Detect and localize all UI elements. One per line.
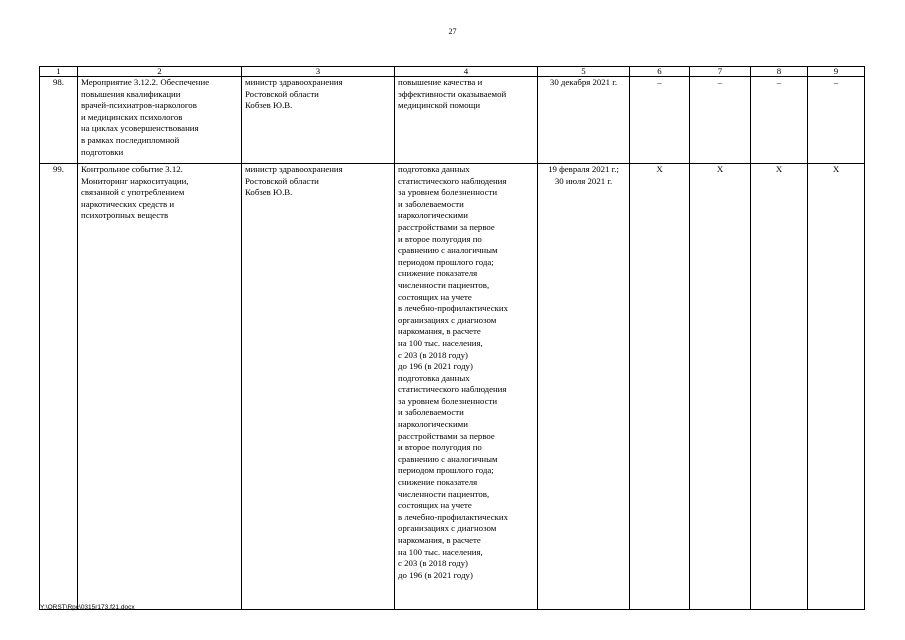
status-cell: – bbox=[690, 77, 751, 164]
date-cell: 30 декабря 2021 г. bbox=[538, 77, 630, 164]
status-cell: – bbox=[751, 77, 808, 164]
date-cell: 19 февраля 2021 г.; 30 июля 2021 г. bbox=[538, 164, 630, 610]
column-number: 3 bbox=[242, 67, 395, 77]
table-row bbox=[40, 164, 865, 610]
plan-table bbox=[39, 66, 865, 610]
status-cell: Х bbox=[808, 164, 865, 610]
status-cell: – bbox=[630, 77, 690, 164]
column-number: 2 bbox=[78, 67, 242, 77]
responsible-cell: министр здравоохранения Ростовской области Кобзев Ю.В. bbox=[242, 77, 395, 164]
column-number: 5 bbox=[538, 67, 630, 77]
table-row bbox=[40, 77, 865, 164]
column-number: 8 bbox=[751, 67, 808, 77]
status-cell: – bbox=[808, 77, 865, 164]
result-cell: подготовка данных статистического наблюдения за уровнем болезненности и заболеваемости наркологическими расстройствами за первое и второе полугодия по сравнению с аналогичным периодом прошлого года; снижение показателя численности пациентов, состоящих на учете в лечебно-профилактических организациях с диагнозом наркомания, в расчете на 100 тыс. населения, с 203 (в 2018 году) до 196 (в 2021 году) подготовка данных статистического наблюдения за уровнем болезненности и заболеваемости наркологическими расстройствами за первое и второе полугодия по сравнению с аналогичным периодом прошлого года; снижение показателя численности пациентов, состоящих на учете в лечебно-профилактических организациях с диагнозом наркомания, в расчете на 100 тыс. населения, с 203 (в 2018 году) до 196 (в 2021 году) bbox=[395, 164, 538, 610]
column-number: 1 bbox=[40, 67, 78, 77]
row-number: 98. bbox=[40, 77, 78, 164]
event-cell: Мероприятие 3.12.2. Обеспечение повышения квалификации врачей-психиатров-наркологов и медицинских психологов на циклах усовершенствования в рамках последипломной подготовки bbox=[78, 77, 242, 164]
column-number: 6 bbox=[630, 67, 690, 77]
page-number: 27 bbox=[448, 27, 457, 36]
responsible-cell: министр здравоохранения Ростовской области Кобзев Ю.В. bbox=[242, 164, 395, 610]
column-number: 9 bbox=[808, 67, 865, 77]
status-cell: Х bbox=[690, 164, 751, 610]
row-number: 99. bbox=[40, 164, 78, 610]
column-number: 4 bbox=[395, 67, 538, 77]
event-cell: Контрольное событие 3.12. Мониторинг наркоситуации, связанной с употреблением наркотических средств и психотропных веществ bbox=[78, 164, 242, 610]
status-cell: Х bbox=[630, 164, 690, 610]
column-number-row bbox=[40, 67, 865, 77]
file-path-footer: Y:\ORST\Rpc\0315r173.f21.docx bbox=[40, 604, 135, 611]
result-cell: повышение качества и эффективности оказываемой медицинской помощи bbox=[395, 77, 538, 164]
status-cell: Х bbox=[751, 164, 808, 610]
column-number: 7 bbox=[690, 67, 751, 77]
